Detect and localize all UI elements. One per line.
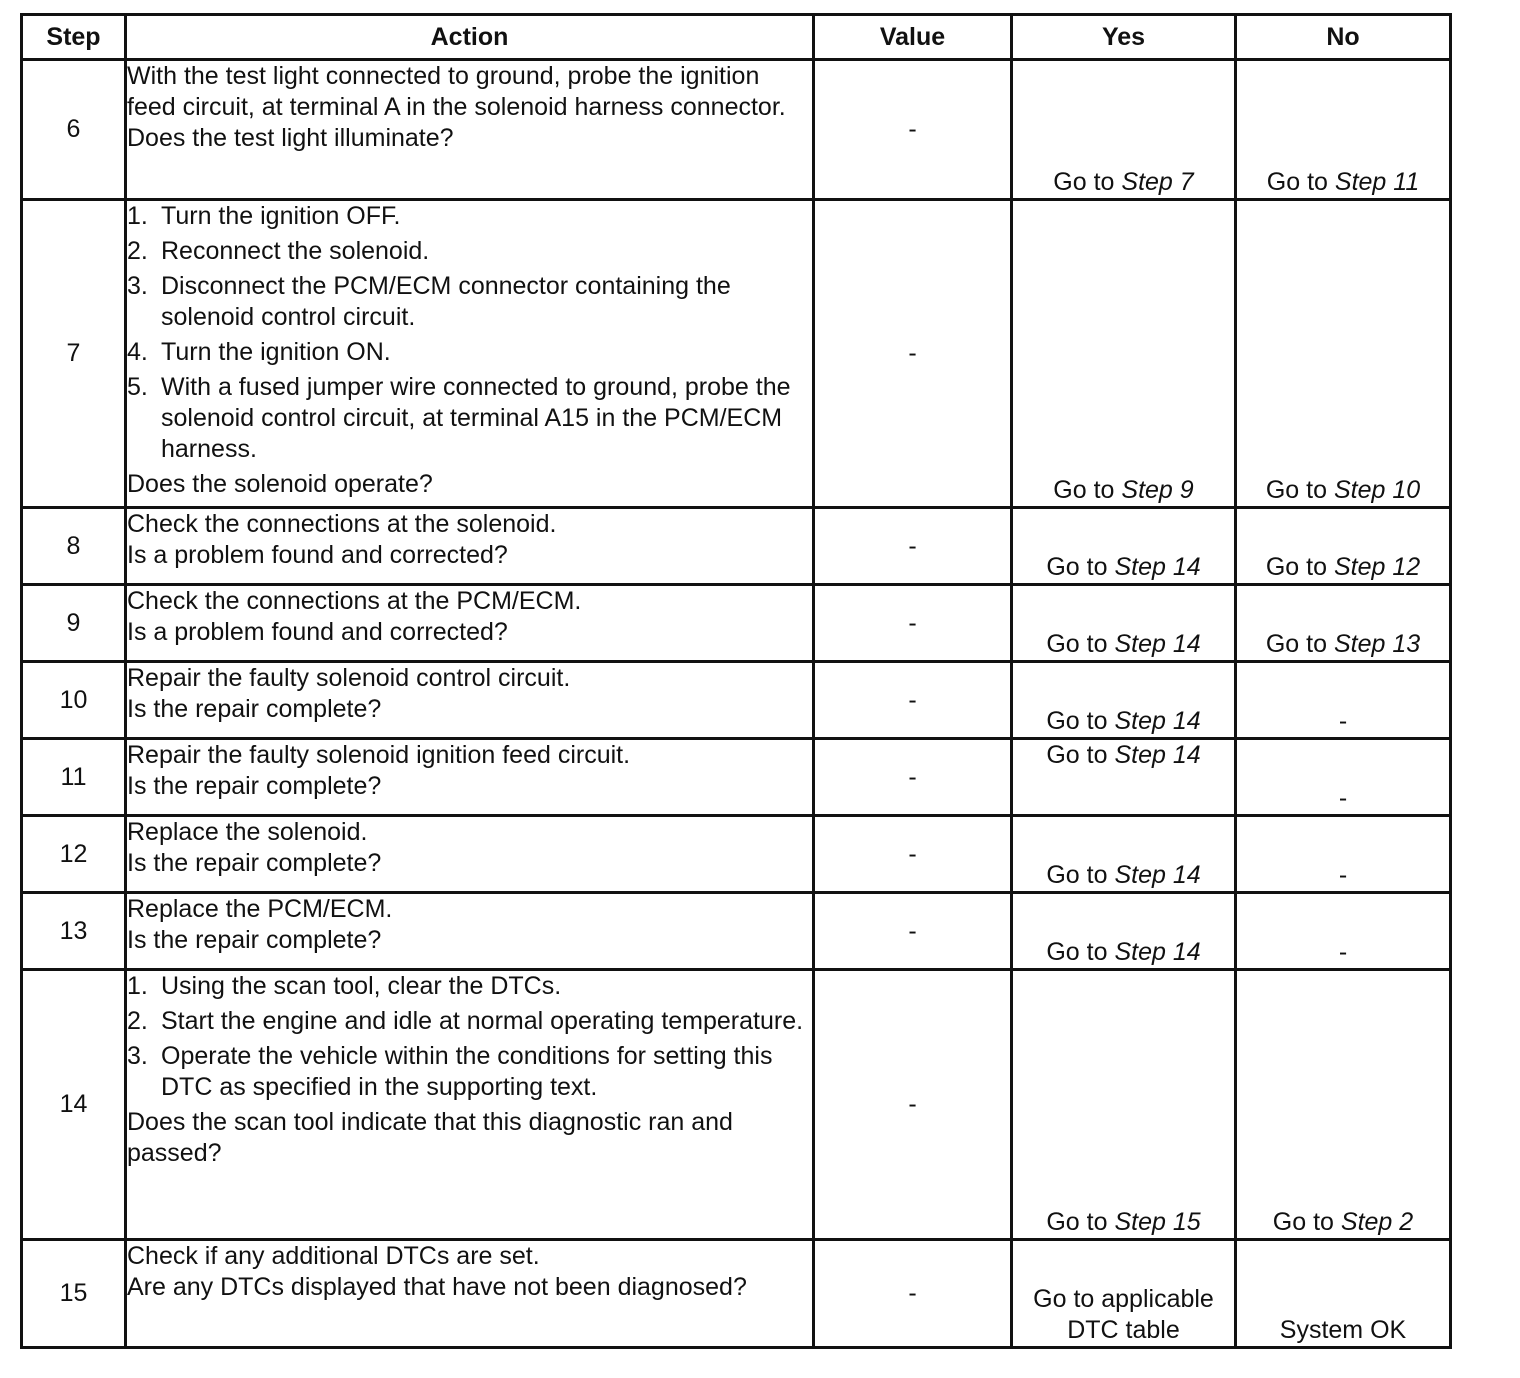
yes-cell (1012, 508, 1236, 585)
action-step-text: Turn the ignition ON. (161, 338, 391, 366)
no-cell (1236, 508, 1451, 585)
yes-goto-label: Go to (1046, 741, 1108, 769)
step-number: 15 (22, 1240, 126, 1348)
table-row (22, 60, 1451, 200)
action-question: Does the solenoid operate? (127, 470, 433, 498)
yes-goto-label: Go to (1046, 707, 1108, 735)
no-goto-step: Step 12 (1333, 553, 1421, 581)
action-step-number: 1. (127, 972, 148, 1000)
action-cell (126, 893, 814, 970)
no-goto-label: Go to (1265, 630, 1327, 658)
value-cell: - (814, 508, 1012, 585)
yes-cell (1012, 739, 1236, 816)
value-cell: - (814, 816, 1012, 893)
yes-cell (1012, 970, 1236, 1240)
value-cell: - (814, 739, 1012, 816)
action-question: Are any DTCs displayed that have not been diagnosed? (127, 1273, 747, 1301)
header-action: Action (126, 15, 814, 60)
yes-goto-step: Step 9 (1121, 476, 1194, 504)
no-cell (1236, 739, 1451, 816)
action-step-item (127, 201, 812, 232)
action-step-number: 2. (127, 1007, 148, 1035)
action-question: Is the repair complete? (127, 695, 382, 723)
table-body (22, 60, 1451, 1348)
action-text: Check the connections at the solenoid. (127, 510, 557, 538)
action-step-item (127, 1006, 812, 1037)
step-number: 12 (22, 816, 126, 893)
yes-goto-step: Step 14 (1114, 861, 1201, 889)
yes-cell (1012, 893, 1236, 970)
yes-goto-step: Step 7 (1121, 168, 1194, 196)
step-number: 13 (22, 893, 126, 970)
action-text: Replace the PCM/ECM. (127, 895, 393, 923)
action-step-number: 1. (127, 202, 148, 230)
action-text: Repair the faulty solenoid control circuit. (127, 664, 571, 692)
action-cell (126, 662, 814, 739)
action-step-item (127, 971, 812, 1002)
value-cell: - (814, 60, 1012, 200)
step-number: 7 (22, 200, 126, 508)
action-step-text: Reconnect the solenoid. (161, 237, 430, 265)
yes-goto-step: Step 14 (1114, 707, 1201, 735)
no-goto-label: Go to (1266, 168, 1328, 196)
step-number: 8 (22, 508, 126, 585)
yes-goto-step: Step 14 (1114, 553, 1201, 581)
action-step-text: Start the engine and idle at normal operating temperature. (161, 1007, 804, 1035)
action-question: Is the repair complete? (127, 772, 382, 800)
no-outcome: System OK (1279, 1316, 1407, 1344)
yes-cell (1012, 585, 1236, 662)
no-goto-step: Step 10 (1333, 476, 1421, 504)
table-row (22, 1240, 1451, 1348)
action-question: Is a problem found and corrected? (127, 541, 508, 569)
table-row (22, 200, 1451, 508)
no-cell (1236, 1240, 1451, 1348)
action-step-text: Turn the ignition OFF. (161, 202, 401, 230)
yes-goto-label: Go to (1046, 1208, 1108, 1236)
step-number: 6 (22, 60, 126, 200)
step-number: 9 (22, 585, 126, 662)
yes-cell (1012, 816, 1236, 893)
yes-cell (1012, 662, 1236, 739)
yes-outcome: Go to applicable DTC table (1033, 1285, 1214, 1344)
value-cell: - (814, 662, 1012, 739)
action-step-text: Operate the vehicle within the conditions for setting this DTC as specified in the supporting text. (161, 1042, 773, 1101)
yes-goto-step: Step 14 (1114, 630, 1201, 658)
no-cell (1236, 200, 1451, 508)
yes-goto-label: Go to (1046, 630, 1108, 658)
no-outcome: - (1338, 707, 1348, 735)
yes-goto-label: Go to (1053, 168, 1115, 196)
action-step-item (127, 1041, 812, 1103)
no-cell (1236, 816, 1451, 893)
header-row (22, 15, 1451, 60)
header-no: No (1236, 15, 1451, 60)
yes-goto-step: Step 14 (1114, 938, 1201, 966)
no-cell (1236, 662, 1451, 739)
header-value: Value (814, 15, 1012, 60)
action-text: Replace the solenoid. (127, 818, 368, 846)
diagnostic-table (20, 13, 1452, 1349)
action-step-number: 4. (127, 338, 148, 366)
yes-goto-label: Go to (1046, 938, 1108, 966)
action-step-text: Disconnect the PCM/ECM connector containing the solenoid control circuit. (161, 272, 731, 331)
value-cell: - (814, 200, 1012, 508)
yes-goto-label: Go to (1046, 861, 1108, 889)
no-outcome: - (1338, 938, 1348, 966)
no-outcome: - (1338, 861, 1348, 889)
step-number: 10 (22, 662, 126, 739)
value-cell: - (814, 1240, 1012, 1348)
no-cell (1236, 970, 1451, 1240)
no-goto-label: Go to (1265, 553, 1327, 581)
no-cell (1236, 585, 1451, 662)
header-step: Step (22, 15, 126, 60)
action-question: Does the scan tool indicate that this diagnostic ran and passed? (127, 1108, 733, 1167)
no-goto-step: Step 13 (1333, 630, 1421, 658)
action-cell (126, 816, 814, 893)
table-row (22, 739, 1451, 816)
action-cell (126, 1240, 814, 1348)
table-row (22, 970, 1451, 1240)
action-step-number: 3. (127, 272, 148, 300)
action-text: Check if any additional DTCs are set. (127, 1242, 540, 1270)
value-cell: - (814, 893, 1012, 970)
action-step-number: 2. (127, 237, 148, 265)
no-goto-step: Step 2 (1340, 1208, 1414, 1236)
action-cell (126, 508, 814, 585)
header-yes: Yes (1012, 15, 1236, 60)
action-text: Repair the faulty solenoid ignition feed circuit. (127, 741, 631, 769)
no-goto-label: Go to (1265, 476, 1327, 504)
table-row (22, 585, 1451, 662)
value-cell: - (814, 970, 1012, 1240)
no-goto-step: Step 11 (1334, 168, 1420, 196)
yes-cell (1012, 60, 1236, 200)
action-question: Does the test light illuminate? (127, 124, 454, 152)
action-question: Is the repair complete? (127, 926, 382, 954)
table-row (22, 508, 1451, 585)
no-cell (1236, 893, 1451, 970)
action-step-text: With a fused jumper wire connected to ground, probe the solenoid control circuit, at terminal A15 in the PCM/ECM harness. (161, 373, 791, 463)
step-number: 11 (22, 739, 126, 816)
table-row (22, 893, 1451, 970)
table-row (22, 662, 1451, 739)
yes-cell (1012, 1240, 1236, 1348)
action-step-number: 3. (127, 1042, 148, 1070)
yes-goto-step: Step 15 (1114, 1208, 1201, 1236)
yes-goto-step: Step 14 (1114, 741, 1201, 769)
action-step-item (127, 236, 812, 267)
action-steps-list (127, 971, 812, 1103)
yes-cell (1012, 200, 1236, 508)
action-cell (126, 60, 814, 200)
no-cell (1236, 60, 1451, 200)
action-step-number: 5. (127, 373, 148, 401)
action-text: Check the connections at the PCM/ECM. (127, 587, 582, 615)
step-number: 14 (22, 970, 126, 1240)
action-cell (126, 200, 814, 508)
no-goto-label: Go to (1272, 1208, 1334, 1236)
yes-goto-label: Go to (1046, 553, 1108, 581)
action-text: With the test light connected to ground, probe the ignition feed circuit, at terminal A in the solenoid harness connector. (127, 62, 786, 121)
action-question: Is a problem found and corrected? (127, 618, 508, 646)
yes-goto-label: Go to (1053, 476, 1115, 504)
action-step-item (127, 271, 812, 333)
action-step-item (127, 337, 812, 368)
no-outcome: - (1338, 784, 1348, 812)
action-steps-list (127, 201, 812, 465)
table-row (22, 816, 1451, 893)
action-cell (126, 585, 814, 662)
value-cell: - (814, 585, 1012, 662)
action-step-text: Using the scan tool, clear the DTCs. (161, 972, 562, 1000)
action-question: Is the repair complete? (127, 849, 382, 877)
action-cell (126, 970, 814, 1240)
action-cell (126, 739, 814, 816)
action-step-item (127, 372, 812, 465)
